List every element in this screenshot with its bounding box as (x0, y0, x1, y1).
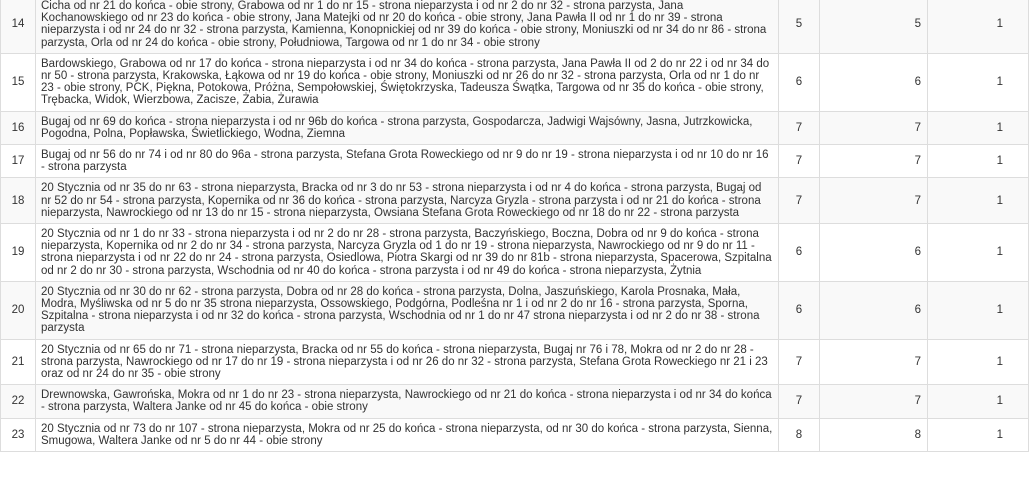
seats-cell: 7 (779, 178, 820, 224)
table-row (1, 224, 1029, 282)
district-number-cell: 18 (1, 178, 36, 224)
table-row (1, 145, 1029, 178)
members-cell: 5 (820, 0, 928, 53)
count-cell: 1 (928, 178, 1029, 224)
table-row (1, 418, 1029, 451)
streets-cell: Cicha od nr 21 do końca - obie strony, Grabowa od nr 1 do nr 15 - strona nieparzysta i od nr 2 do nr 32 - strona parzysta, Jana Kochanowskiego od nr 23 do końca - obie strony, Jana Matejki od nr 20 do końca - obie strony, Jana Pawła II od nr 1 do nr 39 - strona nieparzysta i od nr 24 do nr 32 - strona parzysta, Kamienna, Konopnickiej od nr 39 do końca - obie strony, Moniuszki od nr 34 do nr 86 - strona parzysta, Orla od nr 24 do końca - obie strony, Południowa, Targowa od nr 1 do nr 34 - obie strony (36, 0, 779, 53)
seats-cell: 7 (779, 111, 820, 144)
count-cell: 1 (928, 145, 1029, 178)
count-cell: 1 (928, 224, 1029, 282)
district-number-cell: 19 (1, 224, 36, 282)
table-row (1, 111, 1029, 144)
members-cell: 7 (820, 385, 928, 418)
streets-cell: Bugaj od nr 56 do nr 74 i od nr 80 do 96a - strona parzysta, Stefana Grota Roweckiego od nr 9 do nr 19 - strona nieparzysta i od nr 10 do nr 16 - strona parzysta (36, 145, 779, 178)
members-cell: 8 (820, 418, 928, 451)
seats-cell: 6 (779, 53, 820, 111)
table-body (1, 0, 1029, 452)
table-row (1, 53, 1029, 111)
streets-cell: Bugaj od nr 69 do końca - strona nieparzysta i od nr 96b do końca - strona parzysta, Gospodarcza, Jadwigi Wajsówny, Jasna, Jutrzkowicka, Pogodna, Polna, Popławska, Świetlickiego, Wodna, Ziemna (36, 111, 779, 144)
members-cell: 7 (820, 178, 928, 224)
members-cell: 7 (820, 339, 928, 385)
district-number-cell: 16 (1, 111, 36, 144)
count-cell: 1 (928, 0, 1029, 53)
district-number-cell: 22 (1, 385, 36, 418)
seats-cell: 8 (779, 418, 820, 451)
streets-cell: 20 Stycznia od nr 73 do nr 107 - strona nieparzysta, Mokra od nr 25 do końca - strona nieparzysta, od nr 30 do końca - strona parzysta, Sienna, Smugowa, Waltera Janke od nr 5 do nr 44 - obie strony (36, 418, 779, 451)
district-number-cell: 17 (1, 145, 36, 178)
table-row (1, 281, 1029, 339)
district-number-cell: 20 (1, 281, 36, 339)
members-cell: 6 (820, 281, 928, 339)
streets-cell: Drewnowska, Gawrońska, Mokra od nr 1 do nr 23 - strona nieparzysta, Nawrockiego od nr 21 do końca - strona nieparzysta i od nr 34 do końca - strona parzysta, Waltera Janke od nr 45 do końca - obie strony (36, 385, 779, 418)
district-number-cell: 21 (1, 339, 36, 385)
district-number-cell: 15 (1, 53, 36, 111)
seats-cell: 7 (779, 385, 820, 418)
streets-cell: 20 Stycznia od nr 35 do nr 63 - strona nieparzysta, Bracka od nr 3 do nr 53 - strona nieparzysta i od nr 4 do końca - strona parzysta, Bugaj od nr 52 do nr 54 - strona parzysta, Kopernika od nr 36 do końca - strona parzysta, Narcyza Gryzla - strona parzysta i od nr 21 do końca - strona nieparzysta, Nawrockiego od nr 13 do nr 15 - strona nieparzysta, Owsiana Stefana Grota Roweckiego od nr 18 do nr 22 - strona parzysta (36, 178, 779, 224)
streets-cell: 20 Stycznia od nr 30 do nr 62 - strona parzysta, Dobra od nr 28 do końca - strona parzysta, Dolna, Jaszuńskiego, Karola Prosnaka, Mała, Modra, Myśliwska od nr 5 do nr 35 strona nieparzysta, Ossowskiego, Podgórna, Podleśna nr 1 i od nr 2 do nr 16 - strona parzysta, Sporna, Szpitalna - strona nieparzysta i od nr 32 do końca - strona parzysta, Wschodnia od nr 1 do nr 47 strona nieparzysta i od nr 2 do nr 38 - strona parzysta (36, 281, 779, 339)
seats-cell: 7 (779, 339, 820, 385)
district-number-cell: 23 (1, 418, 36, 451)
seats-cell: 6 (779, 224, 820, 282)
table-row (1, 178, 1029, 224)
table-row (1, 0, 1029, 53)
members-cell: 7 (820, 111, 928, 144)
count-cell: 1 (928, 339, 1029, 385)
streets-cell: 20 Stycznia od nr 1 do nr 33 - strona nieparzysta i od nr 2 do nr 28 - strona parzysta, Baczyńskiego, Boczna, Dobra od nr 9 do końca - strona nieparzysta, Kopernika od nr 2 do nr 34 - strona parzysta, Narcyza Gryzla od 1 do nr 19 - strona nieparzysta, Nawrockiego od nr 9 do nr 11 - strona nieparzysta i od nr 22 do nr 24 - strona parzysta, Osiedlowa, Piotra Skargi od nr 39 do nr 81b - strona nieparzysta, Spacerowa, Szpitalna od nr 2 do nr 30 - strona parzysta, Wschodnia od nr 40 do końca - strona parzysta i od nr 49 do końca - strona nieparzysta, Żytnia (36, 224, 779, 282)
count-cell: 1 (928, 418, 1029, 451)
count-cell: 1 (928, 281, 1029, 339)
members-cell: 6 (820, 53, 928, 111)
seats-cell: 6 (779, 281, 820, 339)
district-number-cell: 14 (1, 0, 36, 53)
streets-cell: Bardowskiego, Grabowa od nr 17 do końca - strona nieparzysta i od nr 34 do końca - strona parzysta, Jana Pawła II od 2 do nr 22 i od nr 34 do nr 50 - strona parzysta, Krakowska, Łąkowa od nr 19 do końca - obie strony, Moniuszki od nr 26 do nr 32 - strona parzysta, Orla od nr 1 do nr 23 - obie strony, PCK, Piękna, Potokowa, Próżna, Sempołowskiej, Świętokrzyska, Tadeusza Śwątka, Targowa od nr 35 do końca - obie strony, Trębacka, Widok, Wierzbowa, Zacisze, Żabia, Żurawia (36, 53, 779, 111)
count-cell: 1 (928, 111, 1029, 144)
table-row (1, 339, 1029, 385)
table-row (1, 385, 1029, 418)
members-cell: 6 (820, 224, 928, 282)
seats-cell: 7 (779, 145, 820, 178)
members-cell: 7 (820, 145, 928, 178)
count-cell: 1 (928, 53, 1029, 111)
count-cell: 1 (928, 385, 1029, 418)
streets-cell: 20 Stycznia od nr 65 do nr 71 - strona nieparzysta, Bracka od nr 55 do końca - strona nieparzysta, Bugaj nr 76 i 78, Mokra od nr 2 do nr 28 - strona parzysta, Nawrockiego od nr 17 do nr 19 - strona nieparzysta i od nr 26 do nr 32 - strona parzysta, Stefana Grota Roweckiego nr 21 i 23 oraz od nr 24 do nr 35 - obie strony (36, 339, 779, 385)
seats-cell: 5 (779, 0, 820, 53)
